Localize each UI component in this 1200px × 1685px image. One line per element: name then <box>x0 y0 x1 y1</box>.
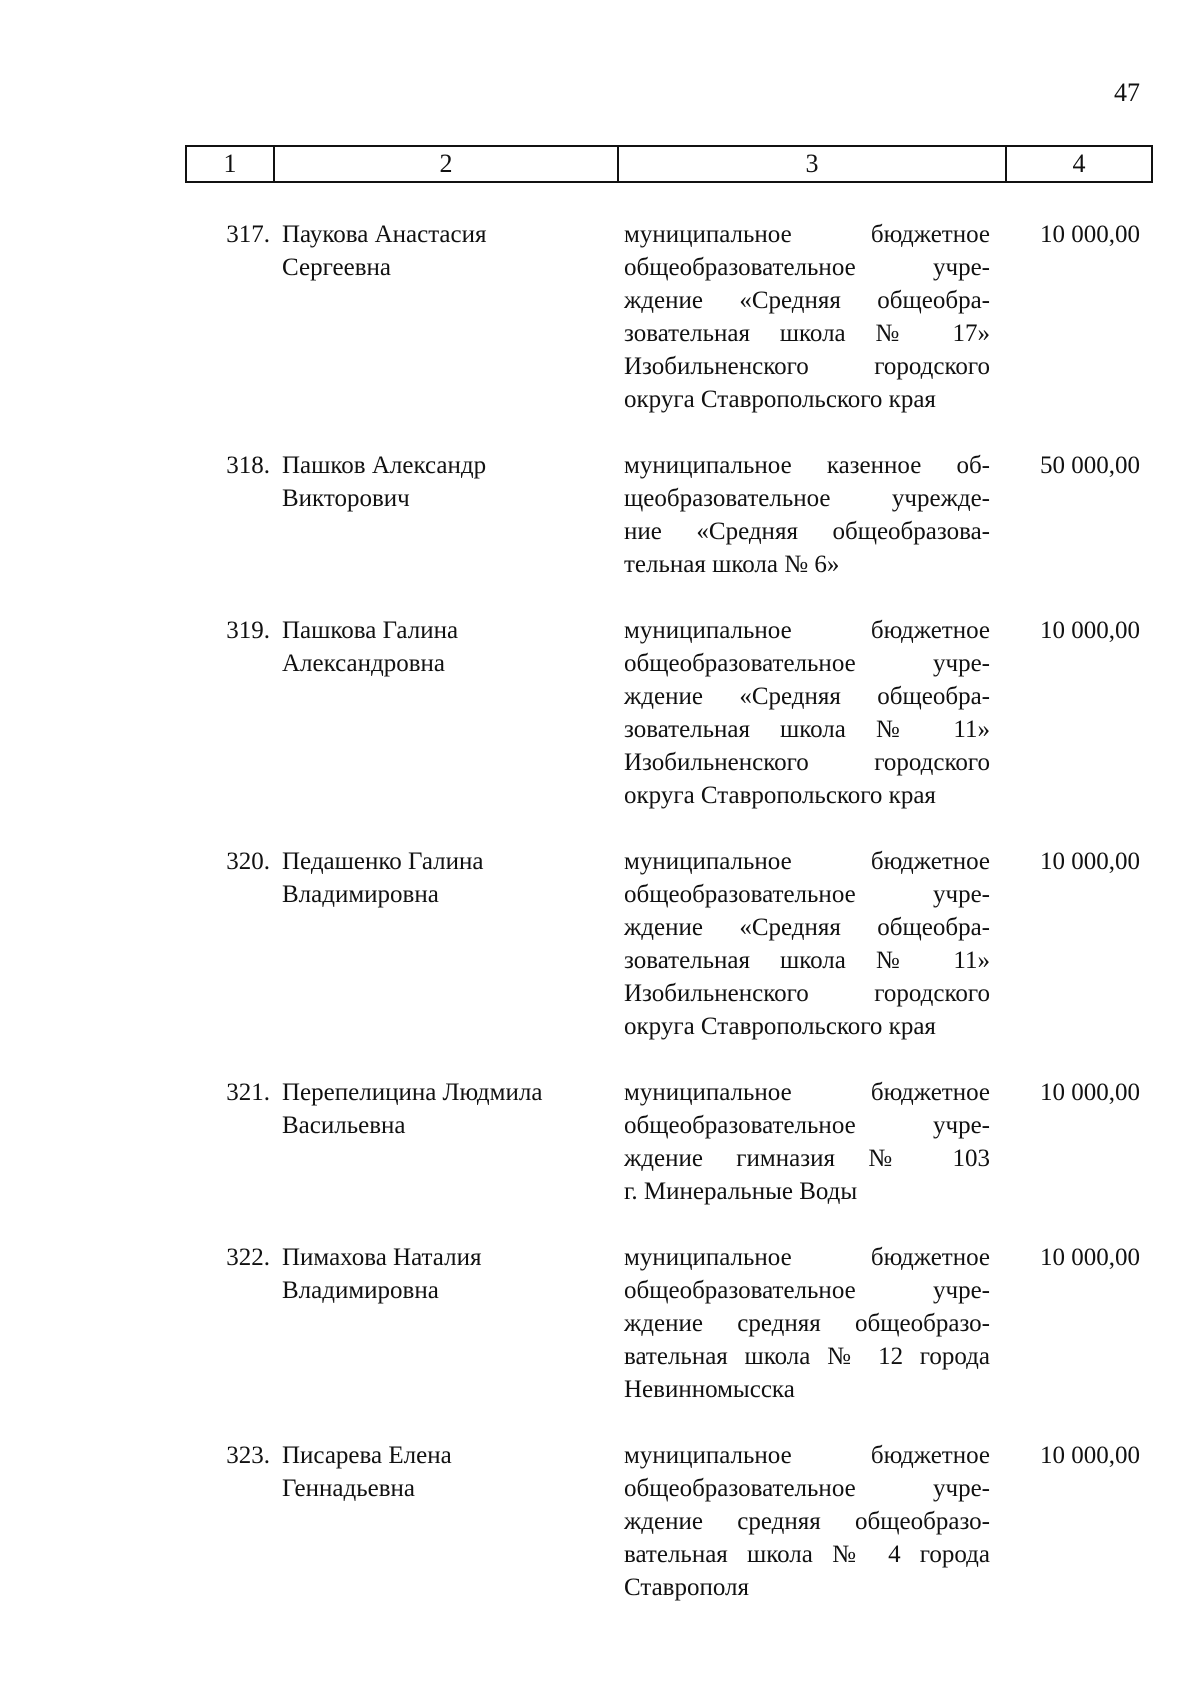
table-row <box>195 1076 1155 1208</box>
recipient-name-line: Пимахова Наталия <box>282 1244 482 1271</box>
organization-line: общеобразовательное учре- <box>624 254 990 281</box>
organization-line: муниципальное бюджетное <box>624 848 990 875</box>
organization-line: щеобразовательное учрежде- <box>624 485 990 512</box>
organization-line: общеобразовательное учре- <box>624 1277 990 1304</box>
recipient-name-line: Викторович <box>282 485 410 512</box>
organization <box>620 1076 990 1208</box>
organization-line: Изобильненского городского <box>624 980 990 1007</box>
recipient-name-line: Перепелицина Людмила <box>282 1079 543 1106</box>
recipient-name <box>280 1241 620 1307</box>
amount: 10 000,00 <box>1040 617 1140 644</box>
organization <box>620 1439 990 1604</box>
organization-line: тельная школа № 6» <box>624 551 840 578</box>
recipient-name <box>280 845 620 911</box>
amount: 10 000,00 <box>1040 1244 1140 1271</box>
row-number: 321. <box>226 1079 270 1106</box>
organization-line: ждение средняя общеобразо- <box>624 1508 990 1535</box>
organization-line: общеобразовательное учре- <box>624 881 990 908</box>
row-number: 322. <box>226 1244 270 1271</box>
organization-line: Невинномысска <box>624 1376 795 1403</box>
amount: 10 000,00 <box>1040 1442 1140 1469</box>
amount: 10 000,00 <box>1040 221 1140 248</box>
column-header-row <box>185 145 1153 183</box>
table-row <box>195 218 1155 416</box>
row-number: 320. <box>226 848 270 875</box>
organization-line: Изобильненского городского <box>624 353 990 380</box>
organization <box>620 449 990 581</box>
organization-line: муниципальное бюджетное <box>624 1079 990 1106</box>
organization-line: ждение «Средняя общеобра- <box>624 287 990 314</box>
organization-line: зовательная школа № 17» <box>624 320 990 347</box>
recipient-name-line: Педашенко Галина <box>282 848 484 875</box>
recipient-name-line: Пашков Александр <box>282 452 487 479</box>
row-number: 323. <box>226 1442 270 1469</box>
organization-line: ждение «Средняя общеобра- <box>624 914 990 941</box>
organization-line: ние «Средняя общеобразова- <box>624 518 990 545</box>
organization-line: зовательная школа № 11» <box>624 716 990 743</box>
organization-line: общеобразовательное учре- <box>624 1475 990 1502</box>
column-header-3: 3 <box>619 147 1007 181</box>
table-row <box>195 449 1155 581</box>
organization <box>620 218 990 416</box>
amount: 10 000,00 <box>1040 848 1140 875</box>
row-number: 318. <box>226 452 270 479</box>
organization-line: вательная школа № 12 города <box>624 1343 990 1370</box>
organization <box>620 1241 990 1406</box>
organization-line: муниципальное бюджетное <box>624 1442 990 1469</box>
table-row <box>195 614 1155 812</box>
organization-line: округа Ставропольского края <box>624 782 936 809</box>
organization-line: округа Ставропольского края <box>624 1013 936 1040</box>
amount: 10 000,00 <box>1040 1079 1140 1106</box>
recipient-name-line: Геннадьевна <box>282 1475 415 1502</box>
table-row <box>195 1439 1155 1604</box>
organization-line: ждение гимназия № 103 <box>624 1145 990 1172</box>
recipient-name <box>280 449 620 515</box>
organization-line: зовательная школа № 11» <box>624 947 990 974</box>
recipient-name <box>280 1439 620 1505</box>
recipient-name-line: Владимировна <box>282 881 439 908</box>
organization-line: вательная школа № 4 города <box>624 1541 990 1568</box>
recipient-name-line: Пашкова Галина <box>282 617 459 644</box>
page-number: 47 <box>1114 78 1140 107</box>
organization-line: муниципальное бюджетное <box>624 1244 990 1271</box>
organization-line: Изобильненского городского <box>624 749 990 776</box>
organization-line: Ставрополя <box>624 1574 749 1601</box>
organization-line: общеобразовательное учре- <box>624 650 990 677</box>
recipient-name-line: Владимировна <box>282 1277 439 1304</box>
organization-line: муниципальное бюджетное <box>624 617 990 644</box>
organization-line: ждение средняя общеобразо- <box>624 1310 990 1337</box>
recipient-name <box>280 218 620 284</box>
organization-line: г. Минеральные Воды <box>624 1178 858 1205</box>
organization-line: ждение «Средняя общеобра- <box>624 683 990 710</box>
organization-line: муниципальное бюджетное <box>624 221 990 248</box>
row-number: 319. <box>226 617 270 644</box>
column-header-1: 1 <box>187 147 275 181</box>
table-row <box>195 845 1155 1043</box>
table-row <box>195 1241 1155 1406</box>
recipient-name-line: Васильевна <box>282 1112 406 1139</box>
recipient-list <box>195 218 1155 1637</box>
organization-line: общеобразовательное учре- <box>624 1112 990 1139</box>
recipient-name-line: Писарева Елена <box>282 1442 452 1469</box>
organization <box>620 845 990 1043</box>
row-number: 317. <box>226 221 270 248</box>
recipient-name <box>280 1076 620 1142</box>
recipient-name-line: Паукова Анастасия <box>282 221 487 248</box>
recipient-name <box>280 614 620 680</box>
organization <box>620 614 990 812</box>
amount: 50 000,00 <box>1040 452 1140 479</box>
organization-line: муниципальное казенное об- <box>624 452 990 479</box>
recipient-name-line: Сергеевна <box>282 254 391 281</box>
organization-line: округа Ставропольского края <box>624 386 936 413</box>
recipient-name-line: Александровна <box>282 650 446 677</box>
column-header-2: 2 <box>275 147 619 181</box>
column-header-4: 4 <box>1072 149 1086 178</box>
